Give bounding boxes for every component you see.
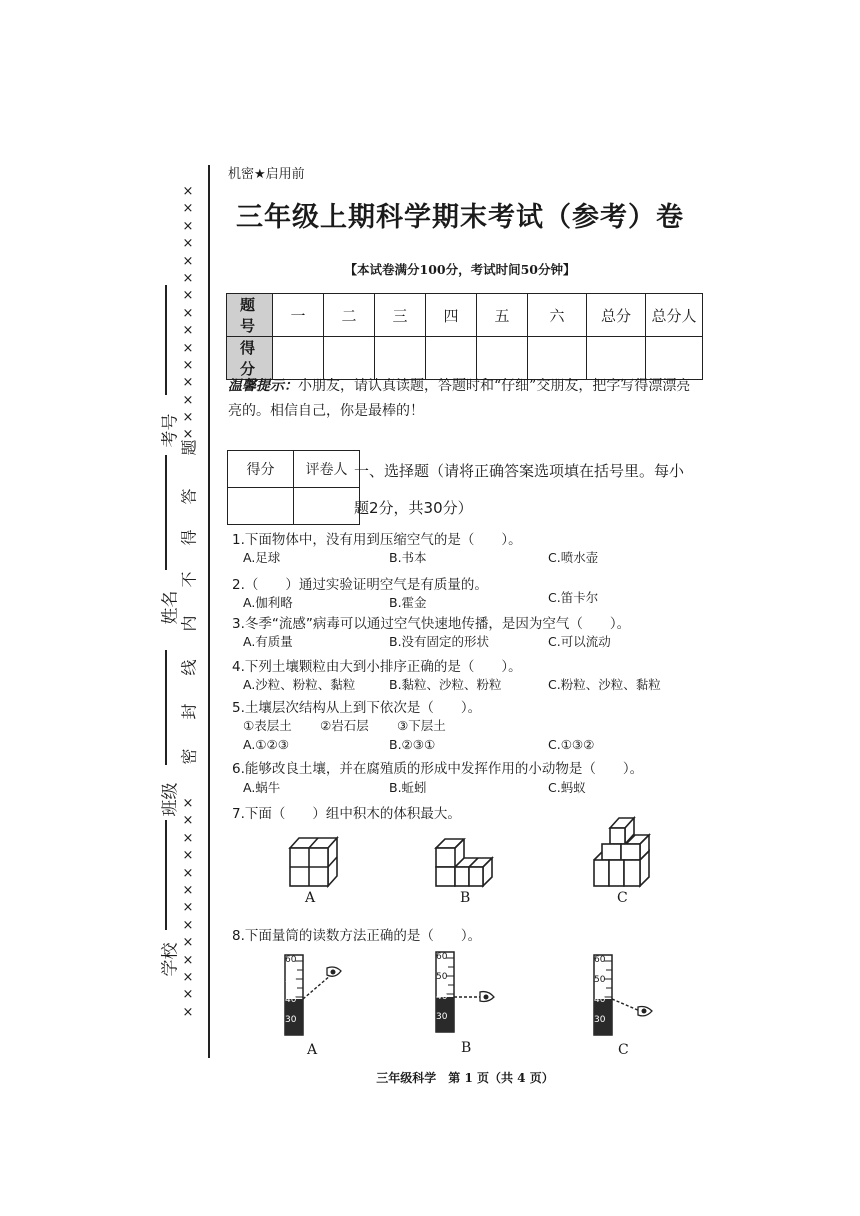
tip-label: 温馨提示： — [228, 378, 298, 394]
x-mark: × — [182, 375, 194, 391]
figure-label: C — [618, 1042, 629, 1058]
question-stem: 3.冬季“流感”病毒可以通过空气快速地传播，是因为空气（ ）。 — [232, 616, 631, 632]
page-footer: 三年级科学 第 1 页（共 4 页） — [376, 1071, 554, 1085]
scale-tick: 60 — [594, 955, 606, 965]
scale-tick: 30 — [436, 1012, 448, 1022]
question-stem: 6.能够改良土壤，并在腐殖质的形成中发挥作用的小动物是（ ）。 — [232, 761, 644, 777]
question-option[interactable]: B.没有固定的形状 — [389, 634, 490, 649]
grader-reviewer-header: 评卷人 — [294, 451, 360, 488]
field-label-school: 学校 — [160, 942, 181, 977]
score-table-header: 四 — [426, 294, 477, 337]
score-table-header: 题 号 — [227, 294, 273, 337]
question-sub-item: ②岩石层 — [320, 718, 369, 733]
x-mark: × — [182, 201, 194, 217]
question-option[interactable]: B.霍金 — [389, 595, 427, 610]
x-mark: × — [182, 952, 194, 968]
question-stem: 4.下列土壤颗粒由大到小排序正确的是（ ）。 — [232, 659, 522, 675]
field-label-exam-number: 考号 — [160, 413, 181, 448]
scale-tick: 40 — [436, 992, 448, 1002]
x-mark: × — [182, 865, 194, 881]
block-figure-a — [290, 838, 337, 886]
figure-label: C — [617, 890, 628, 906]
x-mark: × — [182, 218, 194, 234]
question-stem: 7.下面（ ）组中积木的体积最大。 — [232, 806, 461, 822]
figure-label: B — [461, 1040, 472, 1056]
x-mark: × — [182, 410, 194, 426]
scale-tick: 60 — [436, 952, 448, 962]
x-mark: × — [182, 357, 194, 373]
question-option[interactable]: C.笛卡尔 — [548, 590, 599, 605]
exam-info: 【本试卷满分100分，考试时间50分钟】 — [344, 262, 576, 277]
x-mark: × — [182, 323, 194, 339]
seal-char: 封 — [179, 703, 199, 720]
seal-char: 密 — [179, 748, 199, 765]
figure-label: A — [305, 890, 316, 906]
block-figure-c — [594, 818, 649, 886]
seal-char: 答 — [179, 488, 199, 505]
x-mark: × — [182, 848, 194, 864]
x-mark: × — [182, 340, 194, 356]
x-mark: × — [182, 1004, 194, 1020]
question-option[interactable]: A.有质量 — [243, 634, 293, 649]
question-option[interactable]: A.蜗牛 — [243, 780, 281, 795]
scale-tick: 50 — [436, 972, 448, 982]
scale-tick: 50 — [594, 975, 606, 985]
scale-tick: 40 — [285, 995, 297, 1005]
question-option[interactable]: C.①③② — [548, 737, 595, 752]
question-option[interactable]: C.可以流动 — [548, 634, 611, 649]
question-option[interactable]: C.粉粒、沙粒、黏粒 — [548, 677, 661, 692]
figure-label: A — [307, 1042, 318, 1058]
section-heading: 一、选择题（请将正确答案选项填在括号里。每小题2分，共30分） — [354, 462, 685, 517]
question-option[interactable]: C.喷水壶 — [548, 550, 599, 565]
question-sub-item: ①表层土 — [243, 718, 292, 733]
question-option[interactable]: A.足球 — [243, 550, 281, 565]
page-title: 三年级上期科学期末考试（参考）卷 — [236, 202, 684, 233]
score-table-header: 五 — [477, 294, 528, 337]
score-table-header: 一 — [273, 294, 324, 337]
seal-char: 题 — [179, 439, 199, 456]
score-table-header: 总分人 — [646, 294, 703, 337]
x-mark: × — [182, 830, 194, 846]
scale-tick: 60 — [285, 955, 297, 965]
question-sub-item: ③下层土 — [397, 718, 446, 733]
question-option[interactable]: A.伽利略 — [243, 595, 293, 610]
question-option[interactable]: B.黏粒、沙粒、粉粒 — [389, 677, 502, 692]
question-option[interactable]: A.①②③ — [243, 737, 289, 752]
confidential-mark: 机密★启用前 — [228, 167, 305, 182]
x-mark: × — [182, 270, 194, 286]
question-stem: 1.下面物体中，没有用到压缩空气的是（ ）。 — [232, 532, 522, 548]
seal-char: 线 — [179, 659, 199, 676]
question-stem: 5.土壤层次结构从上到下依次是（ ）。 — [232, 700, 482, 716]
score-table-header: 六 — [528, 294, 587, 337]
score-table-header: 二 — [324, 294, 375, 337]
x-mark: × — [182, 184, 194, 199]
x-mark: × — [182, 987, 194, 1003]
block-figure-b — [436, 839, 492, 886]
question-stem: 8.下面量筒的读数方法正确的是（ ）。 — [232, 928, 482, 944]
score-table-header: 总分 — [587, 294, 646, 337]
question-option[interactable]: B.蚯蚓 — [389, 780, 427, 795]
x-mark: × — [182, 305, 194, 321]
score-table-row-label: 得 分 — [227, 337, 273, 380]
x-mark: × — [182, 236, 194, 252]
question-option[interactable]: B.书本 — [389, 550, 427, 565]
score-table-header: 三 — [375, 294, 426, 337]
x-mark: × — [182, 813, 194, 829]
field-label-name: 姓名 — [160, 590, 181, 625]
x-mark: × — [182, 917, 194, 933]
x-mark: × — [182, 392, 194, 408]
x-mark: × — [182, 796, 194, 811]
x-mark: × — [182, 882, 194, 898]
seal-char: 内 — [179, 615, 199, 632]
x-mark: × — [182, 935, 194, 951]
x-mark: × — [182, 427, 194, 443]
x-mark: × — [182, 900, 194, 916]
question-option[interactable]: C.蚂蚁 — [548, 780, 586, 795]
figure-label: B — [460, 890, 471, 906]
scale-tick: 30 — [285, 1015, 297, 1025]
question-option[interactable]: B.②③① — [389, 737, 436, 752]
scale-tick: 50 — [285, 975, 297, 985]
x-mark: × — [182, 969, 194, 985]
question-stem: 2.（ ）通过实验证明空气是有质量的。 — [232, 577, 488, 593]
field-label-class: 班级 — [160, 782, 181, 817]
seal-char: 得 — [179, 529, 199, 546]
tip-text: 小朋友，请认真读题，答题时和“仔细”交朋友，把字写得漂漂亮亮的。相信自己，你是最棒的！ — [228, 378, 691, 419]
grader-score-header: 得分 — [228, 451, 294, 488]
x-mark: × — [182, 288, 194, 304]
scale-tick: 30 — [594, 1015, 606, 1025]
question-option[interactable]: A.沙粒、粉粒、黏粒 — [243, 677, 356, 692]
seal-char: 不 — [179, 571, 199, 588]
scale-tick: 40 — [594, 995, 606, 1005]
x-mark: × — [182, 253, 194, 269]
